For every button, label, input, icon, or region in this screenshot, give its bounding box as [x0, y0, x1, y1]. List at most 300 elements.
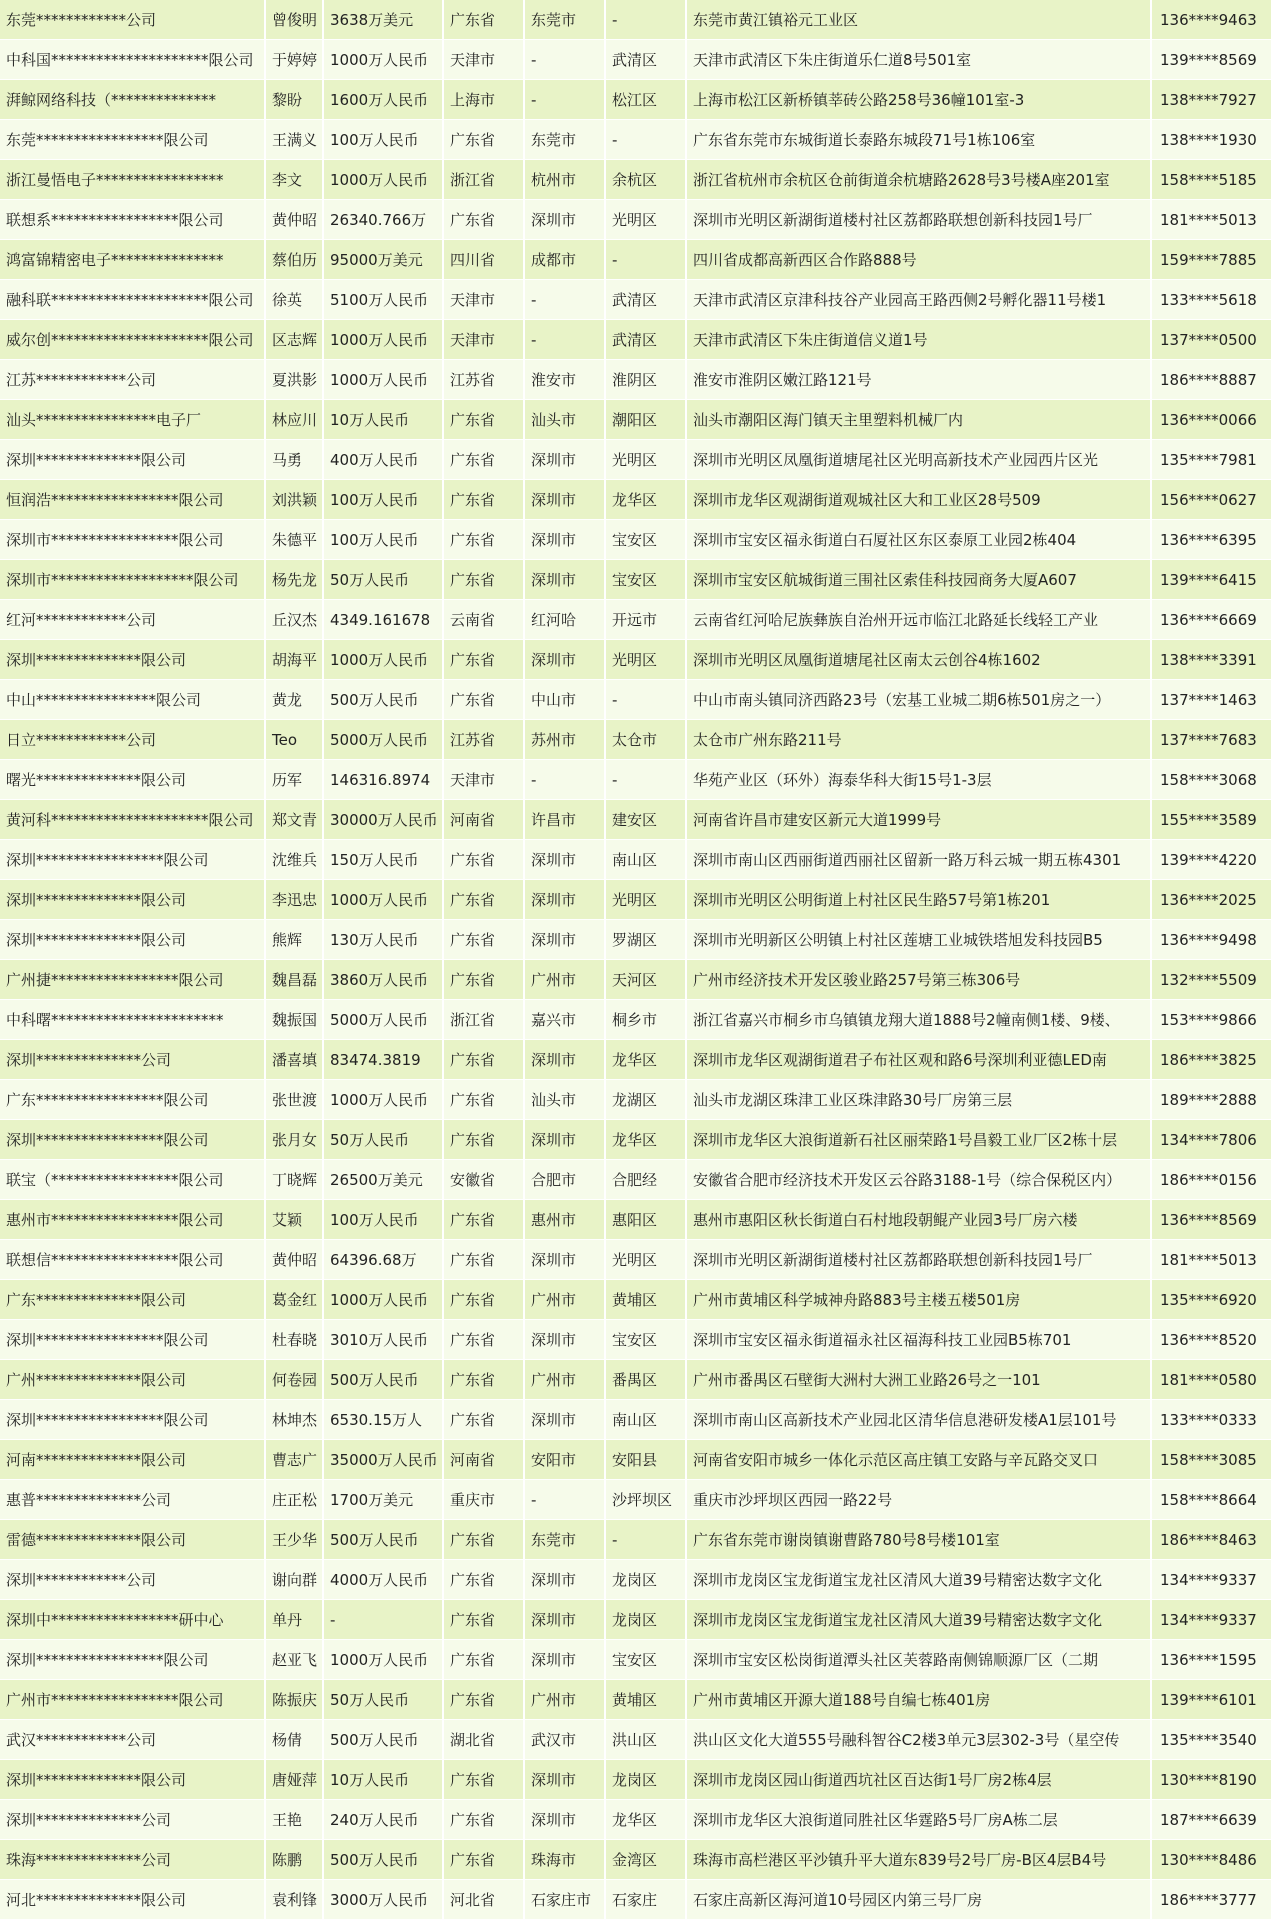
capital-cell: 35000万人民币	[323, 1440, 443, 1480]
table-row	[0, 320, 1272, 360]
legal-rep-cell: 李迅忠	[265, 880, 323, 920]
address-cell: 深圳市南山区西丽街道西丽社区留新一路万科云城一期五栋4301	[686, 840, 1151, 880]
legal-rep-cell: 魏昌磊	[265, 960, 323, 1000]
province-cell: 浙江省	[443, 1000, 524, 1040]
district-cell: 天河区	[605, 960, 686, 1000]
address-cell: 珠海市高栏港区平沙镇升平大道东839号2号厂房-B区4层B4号	[686, 1840, 1151, 1880]
company-name-cell: 江苏************公司	[0, 360, 265, 400]
province-cell: 江苏省	[443, 360, 524, 400]
province-cell: 广东省	[443, 1560, 524, 1600]
capital-cell: 1000万人民币	[323, 360, 443, 400]
legal-rep-cell: Teo	[265, 720, 323, 760]
capital-cell: 3860万人民币	[323, 960, 443, 1000]
legal-rep-cell: 王艳	[265, 1800, 323, 1840]
city-cell: -	[524, 280, 605, 320]
city-cell: 珠海市	[524, 1840, 605, 1880]
phone-cell: 158****5185	[1151, 160, 1272, 200]
table-row	[0, 1320, 1272, 1360]
legal-rep-cell: 熊辉	[265, 920, 323, 960]
city-cell: 深圳市	[524, 640, 605, 680]
company-name-cell: 曙光**************限公司	[0, 760, 265, 800]
city-cell: 石家庄市	[524, 1880, 605, 1920]
company-name-cell: 深圳**************限公司	[0, 1760, 265, 1800]
company-name-cell: 广州市*****************限公司	[0, 1680, 265, 1720]
address-cell: 广东省东莞市东城街道长泰路东城段71号1栋106室	[686, 120, 1151, 160]
address-cell: 深圳市宝安区福永街道福永社区福海科技工业园B5栋701	[686, 1320, 1151, 1360]
address-cell: 惠州市惠阳区秋长街道白石村地段朝鲲产业园3号厂房六楼	[686, 1200, 1151, 1240]
table-row	[0, 1800, 1272, 1840]
phone-cell: 136****2025	[1151, 880, 1272, 920]
phone-cell: 136****8569	[1151, 1200, 1272, 1240]
province-cell: 天津市	[443, 40, 524, 80]
address-cell: 深圳市龙华区大浪街道同胜社区华霆路5号厂房A栋二层	[686, 1800, 1151, 1840]
city-cell: 深圳市	[524, 560, 605, 600]
legal-rep-cell: 何卷园	[265, 1360, 323, 1400]
address-cell: 华苑产业区（环外）海泰华科大街15号1-3层	[686, 760, 1151, 800]
province-cell: 浙江省	[443, 160, 524, 200]
district-cell: 番禺区	[605, 1360, 686, 1400]
province-cell: 广东省	[443, 640, 524, 680]
province-cell: 广东省	[443, 1520, 524, 1560]
table-row	[0, 760, 1272, 800]
legal-rep-cell: 夏洪影	[265, 360, 323, 400]
phone-cell: 186****3825	[1151, 1040, 1272, 1080]
address-cell: 石家庄高新区海河道10号园区内第三号厂房	[686, 1880, 1151, 1920]
company-name-cell: 深圳**************限公司	[0, 880, 265, 920]
capital-cell: 1000万人民币	[323, 1080, 443, 1120]
province-cell: 广东省	[443, 1760, 524, 1800]
legal-rep-cell: 黄仲昭	[265, 1240, 323, 1280]
legal-rep-cell: 唐娅萍	[265, 1760, 323, 1800]
capital-cell: 26500万美元	[323, 1160, 443, 1200]
address-cell: 广州市黄埔区科学城神舟路883号主楼五楼501房	[686, 1280, 1151, 1320]
province-cell: 天津市	[443, 760, 524, 800]
phone-cell: 181****5013	[1151, 200, 1272, 240]
district-cell: -	[605, 760, 686, 800]
district-cell: -	[605, 120, 686, 160]
province-cell: 广东省	[443, 200, 524, 240]
table-row	[0, 1760, 1272, 1800]
legal-rep-cell: 曹志广	[265, 1440, 323, 1480]
city-cell: 深圳市	[524, 880, 605, 920]
table-row	[0, 480, 1272, 520]
district-cell: 武清区	[605, 40, 686, 80]
capital-cell: 4000万人民币	[323, 1560, 443, 1600]
phone-cell: 138****7927	[1151, 80, 1272, 120]
capital-cell: 1600万人民币	[323, 80, 443, 120]
legal-rep-cell: 杜春晓	[265, 1320, 323, 1360]
table-row	[0, 1360, 1272, 1400]
city-cell: 深圳市	[524, 1400, 605, 1440]
company-name-cell: 东莞*****************限公司	[0, 120, 265, 160]
table-row	[0, 240, 1272, 280]
phone-cell: 136****9463	[1151, 0, 1272, 40]
province-cell: 广东省	[443, 1120, 524, 1160]
company-name-cell: 河南**************限公司	[0, 1440, 265, 1480]
address-cell: 深圳市光明区新湖街道楼村社区荔都路联想创新科技园1号厂	[686, 200, 1151, 240]
company-name-cell: 联宝（*****************限公司	[0, 1160, 265, 1200]
legal-rep-cell: 杨倩	[265, 1720, 323, 1760]
city-cell: 许昌市	[524, 800, 605, 840]
city-cell: 深圳市	[524, 1800, 605, 1840]
phone-cell: 139****6101	[1151, 1680, 1272, 1720]
address-cell: 东莞市黄江镇裕元工业区	[686, 0, 1151, 40]
district-cell: 安阳县	[605, 1440, 686, 1480]
district-cell: 光明区	[605, 200, 686, 240]
district-cell: 宝安区	[605, 560, 686, 600]
city-cell: 成都市	[524, 240, 605, 280]
table-row	[0, 800, 1272, 840]
province-cell: 广东省	[443, 1840, 524, 1880]
legal-rep-cell: 于婷婷	[265, 40, 323, 80]
table-row	[0, 680, 1272, 720]
district-cell: -	[605, 680, 686, 720]
legal-rep-cell: 丘汉杰	[265, 600, 323, 640]
capital-cell: 26340.766万	[323, 200, 443, 240]
phone-cell: 137****7683	[1151, 720, 1272, 760]
city-cell: 东莞市	[524, 0, 605, 40]
province-cell: 广东省	[443, 1360, 524, 1400]
province-cell: 广东省	[443, 1240, 524, 1280]
company-name-cell: 武汉************公司	[0, 1720, 265, 1760]
company-name-cell: 东莞************公司	[0, 0, 265, 40]
province-cell: 广东省	[443, 1800, 524, 1840]
address-cell: 广州市番禺区石壁街大洲村大洲工业路26号之一101	[686, 1360, 1151, 1400]
phone-cell: 130****8190	[1151, 1760, 1272, 1800]
capital-cell: -	[323, 1600, 443, 1640]
province-cell: 广东省	[443, 1080, 524, 1120]
company-name-cell: 中科曙***********************	[0, 1000, 265, 1040]
province-cell: 天津市	[443, 280, 524, 320]
capital-cell: 500万人民币	[323, 1840, 443, 1880]
table-row	[0, 1880, 1272, 1920]
city-cell: 深圳市	[524, 1640, 605, 1680]
table-row	[0, 80, 1272, 120]
table-row	[0, 1080, 1272, 1120]
company-name-cell: 深圳**************公司	[0, 1800, 265, 1840]
legal-rep-cell: 艾颖	[265, 1200, 323, 1240]
phone-cell: 135****3540	[1151, 1720, 1272, 1760]
legal-rep-cell: 胡海平	[265, 640, 323, 680]
address-cell: 广州市黄埔区开源大道188号自编七栋401房	[686, 1680, 1151, 1720]
capital-cell: 1000万人民币	[323, 160, 443, 200]
legal-rep-cell: 魏振国	[265, 1000, 323, 1040]
phone-cell: 186****3777	[1151, 1880, 1272, 1920]
district-cell: 龙华区	[605, 1120, 686, 1160]
address-cell: 河南省安阳市城乡一体化示范区高庄镇工安路与辛瓦路交叉口	[686, 1440, 1151, 1480]
capital-cell: 100万人民币	[323, 480, 443, 520]
phone-cell: 158****3085	[1151, 1440, 1272, 1480]
province-cell: 广东省	[443, 1400, 524, 1440]
phone-cell: 186****0156	[1151, 1160, 1272, 1200]
table-row	[0, 840, 1272, 880]
address-cell: 汕头市龙湖区珠津工业区珠津路30号厂房第三层	[686, 1080, 1151, 1120]
province-cell: 广东省	[443, 1680, 524, 1720]
capital-cell: 1000万人民币	[323, 640, 443, 680]
city-cell: 广州市	[524, 960, 605, 1000]
legal-rep-cell: 袁利锋	[265, 1880, 323, 1920]
company-name-cell: 中科国*********************限公司	[0, 40, 265, 80]
city-cell: 汕头市	[524, 1080, 605, 1120]
address-cell: 深圳市龙华区大浪街道新石社区丽荣路1号昌毅工业厂区2栋十层	[686, 1120, 1151, 1160]
company-name-cell: 深圳************公司	[0, 1560, 265, 1600]
legal-rep-cell: 区志辉	[265, 320, 323, 360]
address-cell: 上海市松江区新桥镇莘砖公路258号36幢101室-3	[686, 80, 1151, 120]
company-name-cell: 湃鲸网络科技（**************	[0, 80, 265, 120]
table-row	[0, 960, 1272, 1000]
legal-rep-cell: 黎盼	[265, 80, 323, 120]
legal-rep-cell: 徐英	[265, 280, 323, 320]
district-cell: 潮阳区	[605, 400, 686, 440]
legal-rep-cell: 陈振庆	[265, 1680, 323, 1720]
table-row	[0, 280, 1272, 320]
capital-cell: 146316.8974	[323, 760, 443, 800]
district-cell: 淮阴区	[605, 360, 686, 400]
district-cell: 宝安区	[605, 1320, 686, 1360]
capital-cell: 400万人民币	[323, 440, 443, 480]
city-cell: 广州市	[524, 1360, 605, 1400]
city-cell: -	[524, 320, 605, 360]
city-cell: 武汉市	[524, 1720, 605, 1760]
address-cell: 中山市南头镇同济西路23号（宏基工业城二期6栋501房之一）	[686, 680, 1151, 720]
address-cell: 深圳市龙岗区宝龙街道宝龙社区清风大道39号精密达数字文化	[686, 1560, 1151, 1600]
capital-cell: 5000万人民币	[323, 720, 443, 760]
district-cell: 龙华区	[605, 1040, 686, 1080]
phone-cell: 139****8569	[1151, 40, 1272, 80]
district-cell: 龙华区	[605, 1800, 686, 1840]
district-cell: 光明区	[605, 440, 686, 480]
table-row	[0, 880, 1272, 920]
table-row	[0, 40, 1272, 80]
address-cell: 汕头市潮阳区海门镇天主里塑料机械厂内	[686, 400, 1151, 440]
table-row	[0, 1560, 1272, 1600]
district-cell: -	[605, 0, 686, 40]
table-row	[0, 560, 1272, 600]
province-cell: 广东省	[443, 960, 524, 1000]
district-cell: 惠阳区	[605, 1200, 686, 1240]
capital-cell: 1700万美元	[323, 1480, 443, 1520]
address-cell: 深圳市光明新区公明镇上村社区莲塘工业城铁塔旭发科技园B5	[686, 920, 1151, 960]
company-name-cell: 联想系*****************限公司	[0, 200, 265, 240]
province-cell: 广东省	[443, 0, 524, 40]
province-cell: 天津市	[443, 320, 524, 360]
city-cell: 杭州市	[524, 160, 605, 200]
phone-cell: 186****8463	[1151, 1520, 1272, 1560]
phone-cell: 156****0627	[1151, 480, 1272, 520]
city-cell: 深圳市	[524, 1120, 605, 1160]
company-name-cell: 广州**************限公司	[0, 1360, 265, 1400]
company-name-cell: 深圳*****************限公司	[0, 1120, 265, 1160]
company-name-cell: 浙江曼悟电子*****************	[0, 160, 265, 200]
address-cell: 深圳市龙华区观湖街道君子布社区观和路6号深圳利亚德LED南	[686, 1040, 1151, 1080]
table-row	[0, 920, 1272, 960]
capital-cell: 3010万人民币	[323, 1320, 443, 1360]
legal-rep-cell: 黄龙	[265, 680, 323, 720]
province-cell: 广东省	[443, 560, 524, 600]
capital-cell: 10万人民币	[323, 1760, 443, 1800]
capital-cell: 5100万人民币	[323, 280, 443, 320]
legal-rep-cell: 庄正松	[265, 1480, 323, 1520]
district-cell: 洪山区	[605, 1720, 686, 1760]
company-name-cell: 深圳**************公司	[0, 1040, 265, 1080]
company-name-cell: 鸿富锦精密电子***************	[0, 240, 265, 280]
capital-cell: 100万人民币	[323, 1200, 443, 1240]
company-name-cell: 惠州市*****************限公司	[0, 1200, 265, 1240]
company-name-cell: 广州捷*****************限公司	[0, 960, 265, 1000]
legal-rep-cell: 单丹	[265, 1600, 323, 1640]
legal-rep-cell: 马勇	[265, 440, 323, 480]
capital-cell: 3638万美元	[323, 0, 443, 40]
capital-cell: 3000万人民币	[323, 1880, 443, 1920]
table-row	[0, 1480, 1272, 1520]
table-row	[0, 720, 1272, 760]
city-cell: 红河哈	[524, 600, 605, 640]
company-name-cell: 融科联*********************限公司	[0, 280, 265, 320]
province-cell: 广东省	[443, 120, 524, 160]
phone-cell: 130****8486	[1151, 1840, 1272, 1880]
legal-rep-cell: 蔡伯历	[265, 240, 323, 280]
capital-cell: 6530.15万人	[323, 1400, 443, 1440]
province-cell: 安徽省	[443, 1160, 524, 1200]
phone-cell: 159****7885	[1151, 240, 1272, 280]
address-cell: 深圳市光明区公明街道上村社区民生路57号第1栋201	[686, 880, 1151, 920]
district-cell: 石家庄	[605, 1880, 686, 1920]
address-cell: 安徽省合肥市经济技术开发区云谷路3188-1号（综合保税区内）	[686, 1160, 1151, 1200]
city-cell: 汕头市	[524, 400, 605, 440]
table-row	[0, 1440, 1272, 1480]
city-cell: 深圳市	[524, 520, 605, 560]
address-cell: 浙江省杭州市余杭区仓前街道余杭塘路2628号3号楼A座201室	[686, 160, 1151, 200]
address-cell: 洪山区文化大道555号融科智谷C2楼3单元3层302-3号（星空传	[686, 1720, 1151, 1760]
district-cell: 龙湖区	[605, 1080, 686, 1120]
address-cell: 深圳市光明区凤凰街道塘尾社区南太云创谷4栋1602	[686, 640, 1151, 680]
capital-cell: 64396.68万	[323, 1240, 443, 1280]
city-cell: 深圳市	[524, 1760, 605, 1800]
province-cell: 广东省	[443, 920, 524, 960]
legal-rep-cell: 陈鹏	[265, 1840, 323, 1880]
company-name-cell: 中山****************限公司	[0, 680, 265, 720]
address-cell: 深圳市宝安区航城街道三围社区索佳科技园商务大厦A607	[686, 560, 1151, 600]
province-cell: 江苏省	[443, 720, 524, 760]
district-cell: 武清区	[605, 280, 686, 320]
province-cell: 河南省	[443, 1440, 524, 1480]
phone-cell: 134****9337	[1151, 1600, 1272, 1640]
capital-cell: 50万人民币	[323, 560, 443, 600]
city-cell: 苏州市	[524, 720, 605, 760]
legal-rep-cell: 沈维兵	[265, 840, 323, 880]
district-cell: 建安区	[605, 800, 686, 840]
capital-cell: 500万人民币	[323, 1720, 443, 1760]
address-cell: 深圳市南山区高新技术产业园北区清华信息港研发楼A1层101号	[686, 1400, 1151, 1440]
table-row	[0, 1240, 1272, 1280]
legal-rep-cell: 刘洪颖	[265, 480, 323, 520]
address-cell: 深圳市光明区新湖街道楼村社区荔都路联想创新科技园1号厂	[686, 1240, 1151, 1280]
city-cell: 安阳市	[524, 1440, 605, 1480]
company-name-cell: 惠普**************公司	[0, 1480, 265, 1520]
city-cell: 深圳市	[524, 920, 605, 960]
table-row	[0, 120, 1272, 160]
district-cell: 宝安区	[605, 1640, 686, 1680]
table-row	[0, 0, 1272, 40]
company-name-cell: 广东*****************限公司	[0, 1080, 265, 1120]
phone-cell: 136****8520	[1151, 1320, 1272, 1360]
province-cell: 云南省	[443, 600, 524, 640]
company-name-cell: 深圳*****************限公司	[0, 840, 265, 880]
company-name-cell: 雷德**************限公司	[0, 1520, 265, 1560]
table-row	[0, 440, 1272, 480]
legal-rep-cell: 黄仲昭	[265, 200, 323, 240]
district-cell: 桐乡市	[605, 1000, 686, 1040]
city-cell: 合肥市	[524, 1160, 605, 1200]
province-cell: 广东省	[443, 1280, 524, 1320]
province-cell: 上海市	[443, 80, 524, 120]
legal-rep-cell: 丁晓辉	[265, 1160, 323, 1200]
province-cell: 河北省	[443, 1880, 524, 1920]
capital-cell: 50万人民币	[323, 1680, 443, 1720]
district-cell: 罗湖区	[605, 920, 686, 960]
city-cell: -	[524, 760, 605, 800]
address-cell: 淮安市淮阴区嫩江路121号	[686, 360, 1151, 400]
district-cell: 沙坪坝区	[605, 1480, 686, 1520]
address-cell: 深圳市光明区凤凰街道塘尾社区光明高新技术产业园西片区光	[686, 440, 1151, 480]
province-cell: 广东省	[443, 1600, 524, 1640]
legal-rep-cell: 历军	[265, 760, 323, 800]
city-cell: 东莞市	[524, 1520, 605, 1560]
legal-rep-cell: 潘喜填	[265, 1040, 323, 1080]
district-cell: 开远市	[605, 600, 686, 640]
company-name-cell: 联想信*****************限公司	[0, 1240, 265, 1280]
capital-cell: 1000万人民币	[323, 1280, 443, 1320]
province-cell: 广东省	[443, 840, 524, 880]
company-name-cell: 珠海**************公司	[0, 1840, 265, 1880]
company-name-cell: 威尔创*********************限公司	[0, 320, 265, 360]
legal-rep-cell: 张世渡	[265, 1080, 323, 1120]
city-cell: 深圳市	[524, 1240, 605, 1280]
company-name-cell: 黄河科*********************限公司	[0, 800, 265, 840]
table-row	[0, 1160, 1272, 1200]
table-row	[0, 600, 1272, 640]
address-cell: 深圳市龙华区观湖街道观城社区大和工业区28号509	[686, 480, 1151, 520]
address-cell: 云南省红河哈尼族彝族自治州开远市临江北路延长线轻工产业	[686, 600, 1151, 640]
province-cell: 广东省	[443, 880, 524, 920]
capital-cell: 95000万美元	[323, 240, 443, 280]
table-row	[0, 520, 1272, 560]
province-cell: 广东省	[443, 480, 524, 520]
district-cell: 黄埔区	[605, 1680, 686, 1720]
capital-cell: 1000万人民币	[323, 880, 443, 920]
city-cell: -	[524, 40, 605, 80]
table-row	[0, 1520, 1272, 1560]
legal-rep-cell: 葛金红	[265, 1280, 323, 1320]
legal-rep-cell: 朱德平	[265, 520, 323, 560]
phone-cell: 136****6669	[1151, 600, 1272, 640]
phone-cell: 158****8664	[1151, 1480, 1272, 1520]
address-cell: 太仓市广州东路211号	[686, 720, 1151, 760]
table-row	[0, 1840, 1272, 1880]
legal-rep-cell: 王满义	[265, 120, 323, 160]
district-cell: 余杭区	[605, 160, 686, 200]
legal-rep-cell: 张月女	[265, 1120, 323, 1160]
district-cell: 龙华区	[605, 480, 686, 520]
phone-cell: 138****1930	[1151, 120, 1272, 160]
table-row	[0, 1400, 1272, 1440]
district-cell: 龙岗区	[605, 1760, 686, 1800]
district-cell: 南山区	[605, 1400, 686, 1440]
district-cell: 南山区	[605, 840, 686, 880]
district-cell: -	[605, 240, 686, 280]
city-cell: 深圳市	[524, 480, 605, 520]
phone-cell: 136****0066	[1151, 400, 1272, 440]
